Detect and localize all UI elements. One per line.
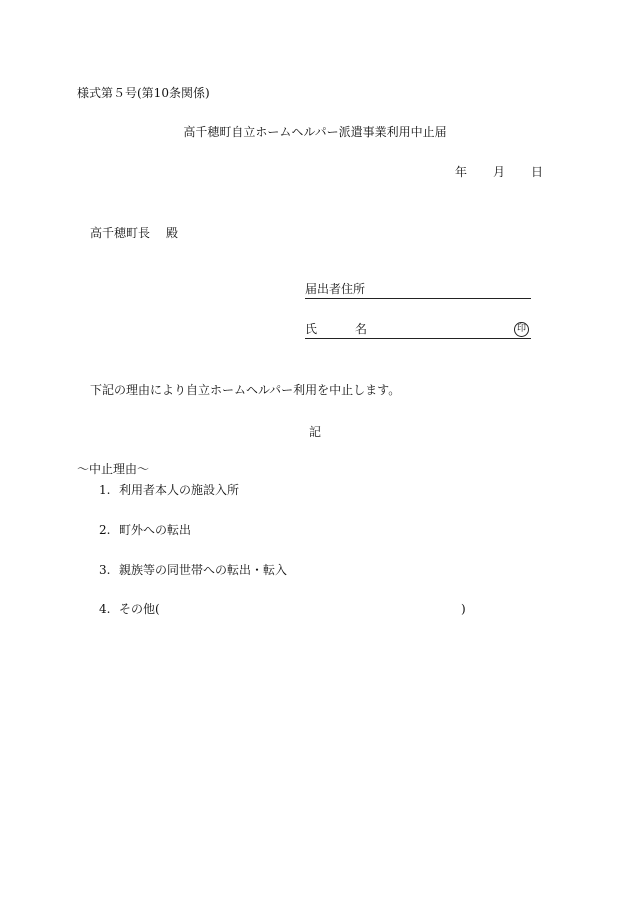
other-close-paren: ) [461,602,466,616]
name-label-first: 氏 [305,322,318,336]
ki-marker: 記 [308,425,321,439]
applicant-name-label [305,322,367,336]
reason-item-other[interactable] [99,601,160,617]
applicant-address-field[interactable] [305,281,531,299]
statement-text: 下記の理由により自立ホームヘルパー利用を中止します。 [90,383,401,397]
reason-number: 3. [99,563,111,577]
addressee-name: 高千穂町長 [90,226,151,240]
addressee-honorific: 殿 [166,226,179,240]
applicant-address-label: 届出者住所 [305,282,366,296]
reason-item-relatives[interactable] [99,562,287,578]
form-number: 様式第５号(第10条関係) [77,86,210,100]
date-year-label: 年 [455,165,468,179]
reason-number: 2. [99,523,111,537]
reason-label: その他( [119,602,160,616]
reason-heading: ～中止理由～ [77,462,150,476]
date-day-label: 日 [531,165,544,179]
seal-icon: 印 [514,322,529,337]
document-title: 高千穂町自立ホームヘルパー派遣事業利用中止届 [183,125,447,139]
reason-item-facility[interactable] [99,482,239,498]
date-month-label: 月 [493,165,506,179]
reason-label: 利用者本人の施設入所 [119,483,240,497]
reason-label: 親族等の同世帯への転出・転入 [119,563,288,577]
name-label-second: 名 [355,322,368,336]
addressee [90,225,178,241]
reason-item-move-out[interactable] [99,522,191,538]
reason-label: 町外への転出 [119,523,192,537]
applicant-name-field[interactable] [305,321,531,339]
reason-number: 4. [99,602,111,616]
date-line [455,164,543,180]
reason-number: 1. [99,483,111,497]
